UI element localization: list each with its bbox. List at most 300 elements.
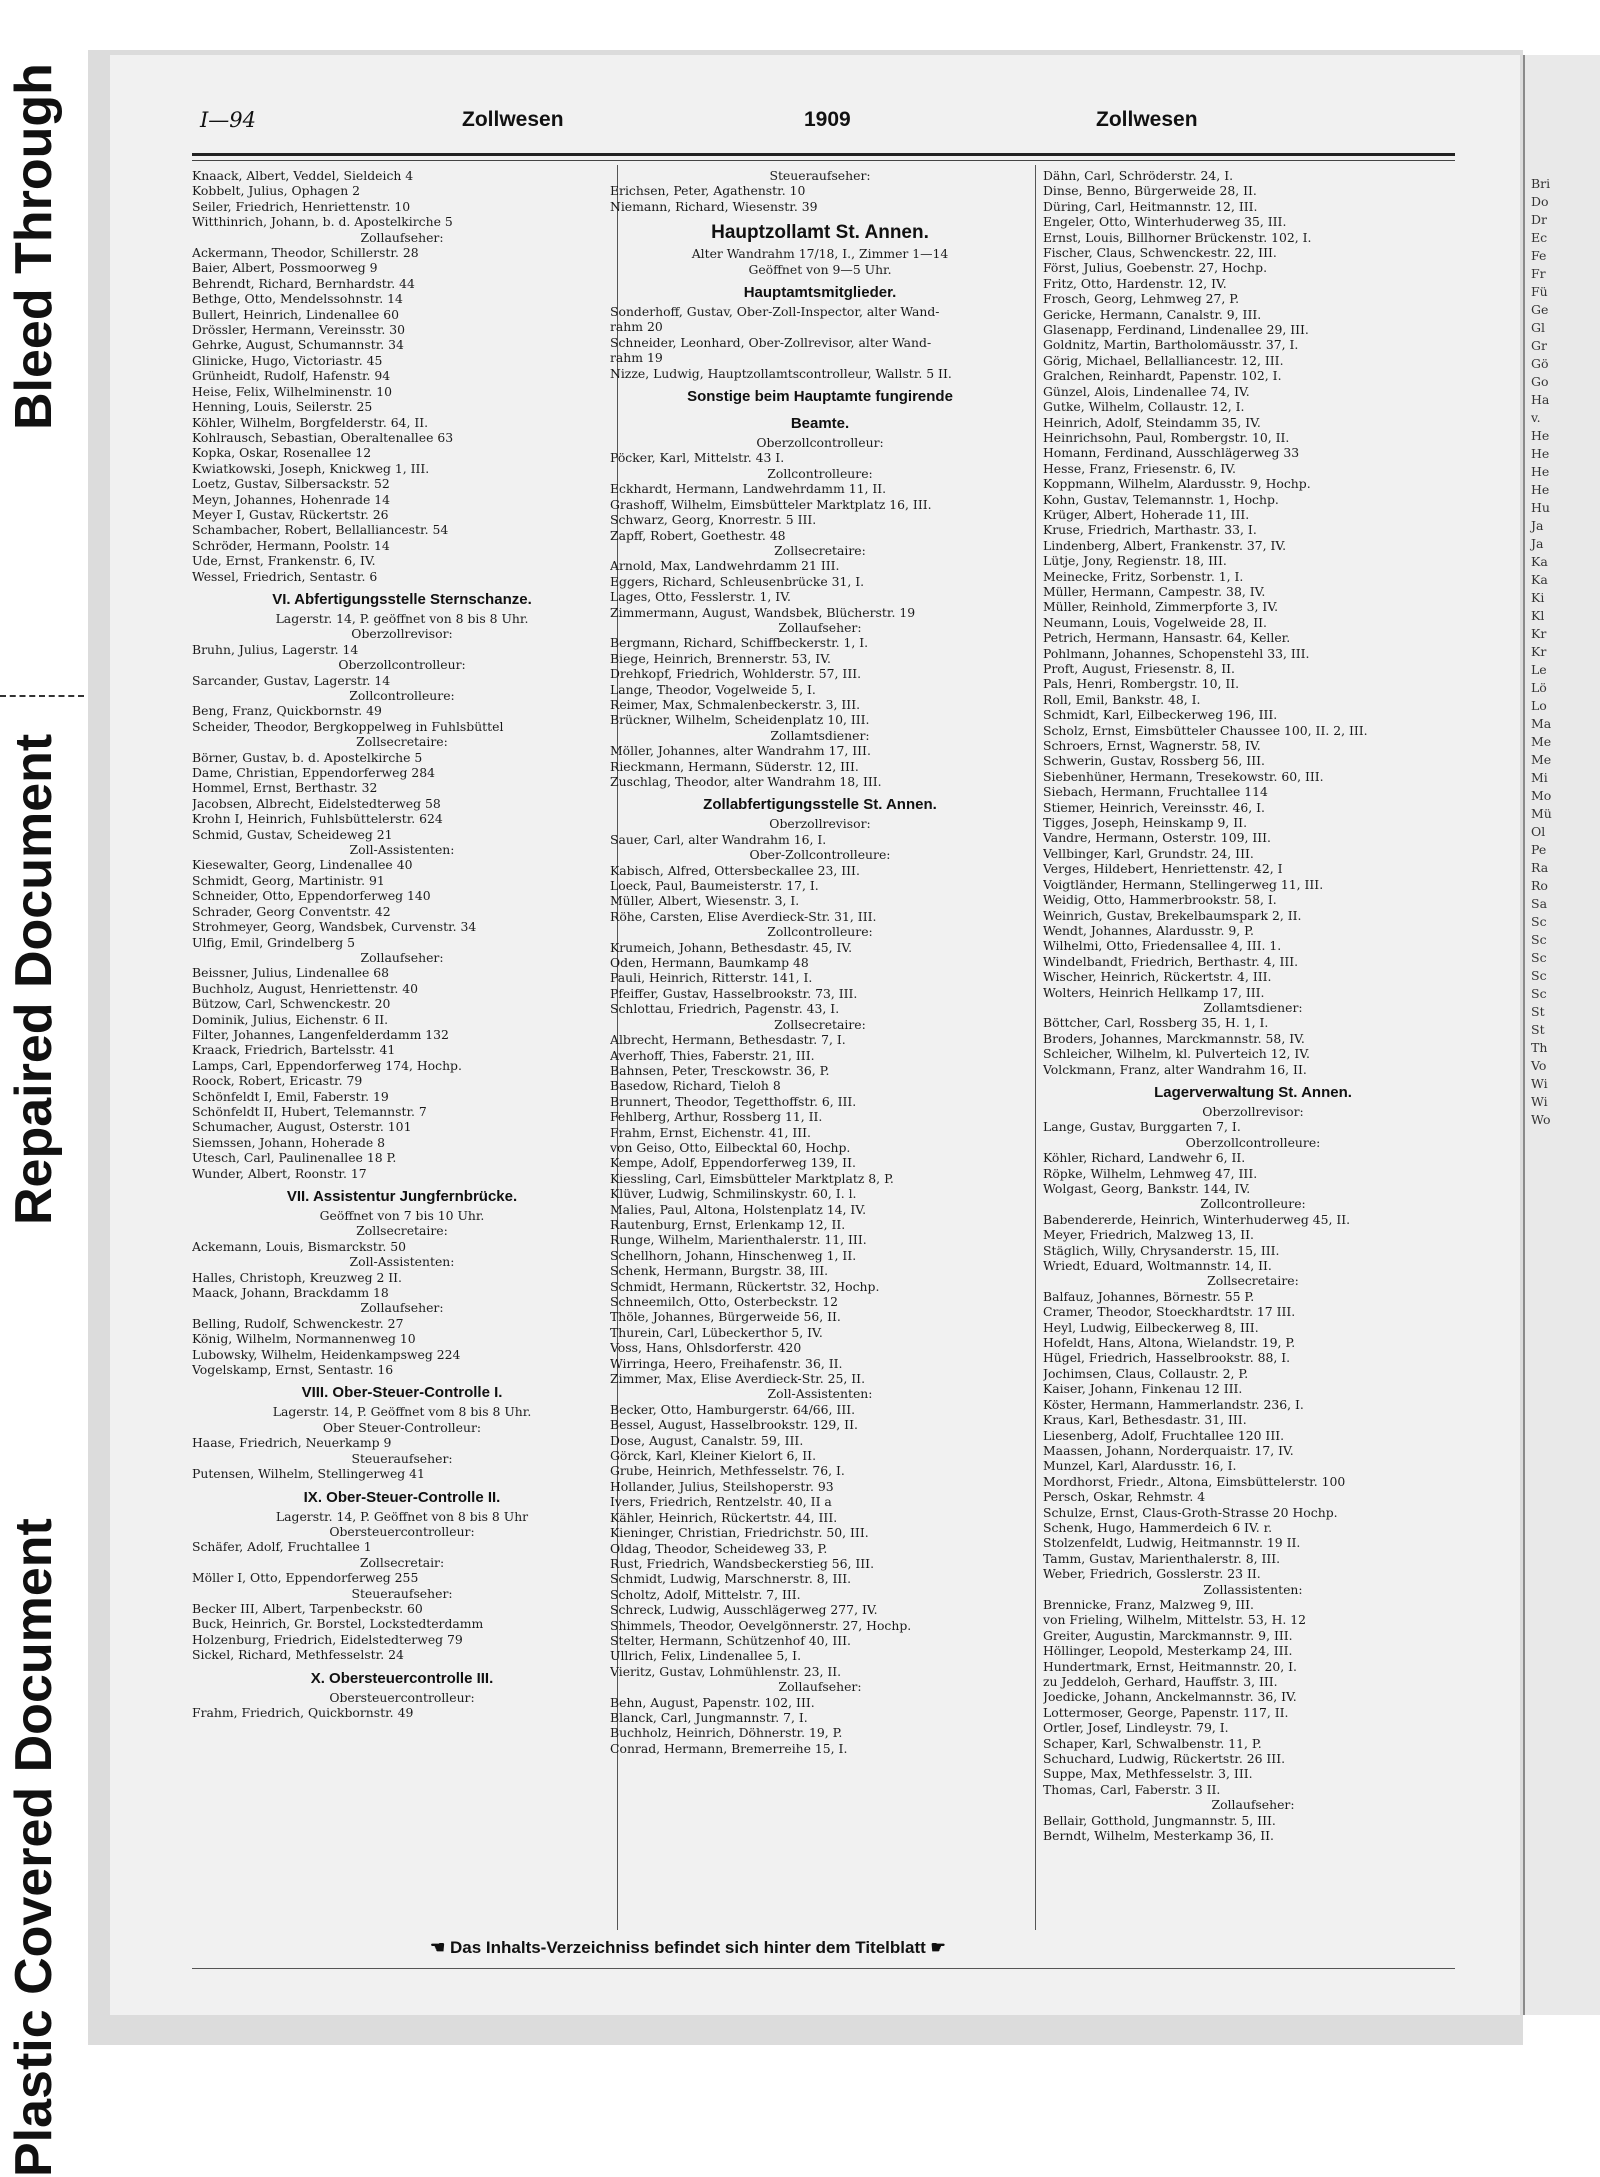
directory-entry: Roll, Emil, Bankstr. 48, I. (1043, 691, 1201, 707)
role-heading: Zollaufseher: (778, 619, 862, 635)
directory-entry: Haase, Friedrich, Neuerkamp 9 (192, 1435, 392, 1451)
directory-entry: Buchholz, Heinrich, Döhnerstr. 19, P. (610, 1725, 843, 1741)
role-heading: Steueraufseher: (351, 1585, 453, 1601)
directory-entry: Schäfer, Adolf, Fruchtallee 1 (192, 1539, 372, 1555)
directory-entry: Köhler, Wilhelm, Borgfelderstr. 64, II. (192, 414, 429, 430)
directory-entry: Sarcander, Gustav, Lagerstr. 14 (192, 672, 391, 688)
directory-entry: Hesse, Franz, Friesenstr. 6, IV. (1043, 460, 1236, 476)
directory-entry: Halles, Christoph, Kreuzweg 2 II. (192, 1269, 402, 1285)
directory-entry: Siemssen, Johann, Hoherade 8 (192, 1134, 386, 1150)
directory-entry: Drössler, Hermann, Vereinsstr. 30 (192, 322, 406, 338)
directory-entry: Petrich, Hermann, Hansastr. 64, Keller. (1043, 630, 1291, 646)
directory-entry: Behrendt, Richard, Bernhardstr. 44 (192, 275, 415, 291)
directory-entry: Schröder, Hermann, Poolstr. 14 (192, 537, 390, 553)
directory-entry: Bessel, August, Hasselbrookstr. 129, II. (610, 1417, 858, 1433)
office-info: Geöffnet von 7 bis 10 Uhr. (319, 1208, 485, 1223)
directory-entry: Strohmeyer, Georg, Wandsbek, Curvenstr. 34 (192, 919, 477, 935)
directory-entry: Schmidt, Hermann, Rückertstr. 32, Hochp. (610, 1278, 880, 1294)
directory-entry: Lubowsky, Wilhelm, Heidenkampsweg 224 (192, 1346, 461, 1362)
directory-entry: Putensen, Wilhelm, Stellingerweg 41 (192, 1466, 425, 1482)
directory-entry: Roock, Robert, Ericastr. 79 (192, 1073, 363, 1089)
directory-entry: Röhe, Carsten, Elise Averdieck-Str. 31, III. (610, 908, 877, 924)
directory-entry: Goldnitz, Martin, Bartholomäusstr. 37, I. (1043, 337, 1299, 353)
directory-entry: Holzenburg, Friedrich, Eidelstedterweg 79 (192, 1631, 463, 1647)
adjacent-page-fragment: Bri (1531, 176, 1551, 191)
adjacent-page-fragment: Lö (1531, 680, 1547, 695)
directory-entry: Windelbandt, Friedrich, Berthastr. 4, III. (1043, 953, 1299, 969)
side-label-bleed-through: Bleed Through (5, 63, 63, 430)
adjacent-page-fragment: Ka (1531, 554, 1548, 569)
directory-entry: Schönfeldt I, Emil, Faberstr. 19 (192, 1088, 389, 1104)
directory-entry: Scholz, Ernst, Eimsbütteler Chaussee 100, II. 2, III. (1043, 722, 1368, 738)
directory-entry: Müller, Hermann, Campestr. 38, IV. (1043, 583, 1266, 599)
directory-entry: Basedow, Richard, Tieloh 8 (610, 1078, 781, 1094)
side-label-plastic-covered: Plastic Covered Document (5, 1518, 63, 2177)
adjacent-page-fragment: Sc (1531, 950, 1547, 965)
adjacent-page-fragment: Mi (1531, 770, 1548, 785)
directory-entry: Först, Julius, Goebenstr. 27, Hochp. (1043, 260, 1268, 276)
directory-entry: Becker, Otto, Hamburgerstr. 64/66, III. (610, 1401, 856, 1417)
directory-entry: Jacobsen, Albrecht, Eidelstedterweg 58 (192, 795, 441, 811)
directory-entry: Oldag, Theodor, Scheideweg 33, P. (610, 1540, 828, 1556)
role-heading: Zollaufseher: (360, 949, 444, 965)
header-right-title: Zollwesen (1096, 108, 1198, 131)
directory-entry: rahm 20 (610, 319, 663, 335)
directory-entry: Schrader, Georg Conventstr. 42 (192, 903, 391, 919)
directory-entry: Ivers, Friedrich, Rentzelstr. 40, II a (610, 1494, 832, 1510)
directory-entry: Scholtz, Adolf, Mittelstr. 7, III. (610, 1586, 801, 1602)
directory-entry: Kieninger, Christian, Friedrichstr. 50, III. (610, 1525, 869, 1541)
directory-entry: Bellair, Gotthold, Jungmannstr. 5, III. (1043, 1812, 1276, 1828)
directory-entry: Rautenburg, Ernst, Erlenkamp 12, II. (610, 1216, 846, 1232)
directory-entry: Kiesewalter, Georg, Lindenallee 40 (192, 857, 413, 873)
adjacent-page-fragment: Le (1531, 662, 1547, 677)
directory-entry: Meinecke, Fritz, Sorbenstr. 1, I. (1043, 568, 1244, 584)
directory-entry: Ackermann, Theodor, Schillerstr. 28 (192, 245, 419, 261)
role-heading: Zoll-Assistenten: (767, 1386, 873, 1402)
adjacent-page-fragment: Sc (1531, 914, 1547, 929)
adjacent-page-fragment: Ha (1531, 392, 1550, 407)
directory-entry: Scheider, Theodor, Bergkoppelweg in Fuhlsbüttel (192, 718, 504, 734)
adjacent-page-fragment: Fe (1531, 248, 1547, 263)
adjacent-page-fragment: Ro (1531, 878, 1548, 893)
side-label-divider (0, 695, 84, 697)
directory-entry: Glinicke, Hugo, Victoriastr. 45 (192, 352, 383, 368)
directory-entry: Kiessling, Carl, Eimsbütteler Marktplatz 8, P. (610, 1170, 894, 1186)
directory-entry: Schreck, Ludwig, Ausschlägerweg 277, IV. (610, 1602, 878, 1618)
directory-entry: Schleicher, Wilhelm, kl. Pulverteich 12, IV. (1043, 1046, 1310, 1062)
directory-entry: Beissner, Julius, Lindenallee 68 (192, 965, 390, 981)
header-rule (192, 153, 1455, 156)
directory-entry: Dominik, Julius, Eichenstr. 6 II. (192, 1011, 389, 1027)
directory-entry: Ortler, Josef, Lindleystr. 79, I. (1043, 1720, 1229, 1736)
directory-entry: Kopka, Oskar, Rosenallee 12 (192, 445, 372, 461)
adjacent-page-fragment: St (1531, 1004, 1545, 1019)
directory-entry: Ernst, Louis, Billhorner Brückenstr. 102, I. (1043, 229, 1312, 245)
directory-entry: Voigtländer, Hermann, Stellingerweg 11, III. (1043, 876, 1324, 892)
directory-entry: Günzel, Alois, Lindenallee 74, IV. (1043, 383, 1250, 399)
directory-entry: zu Jeddeloh, Gerhard, Hauffstr. 3, III. (1043, 1674, 1278, 1689)
directory-entry: Bullert, Heinrich, Lindenallee 60 (192, 306, 399, 322)
adjacent-page-fragment: Kl (1531, 608, 1545, 623)
directory-entry: Erichsen, Peter, Agathenstr. 10 (610, 183, 806, 199)
role-heading: Zollamtsdiener: (770, 727, 870, 743)
directory-entry: Liesenberg, Adolf, Fruchtallee 120 III. (1043, 1427, 1285, 1443)
adjacent-page-fragment: Ec (1531, 230, 1548, 245)
directory-entry: Schambacher, Robert, Bellalliancestr. 54 (192, 522, 449, 538)
directory-entry: Hügel, Friedrich, Hasselbrookstr. 88, I. (1043, 1350, 1291, 1366)
adjacent-page-fragment: Mo (1531, 788, 1552, 803)
section-heading: VII. Assistentur Jungfernbrücke. (286, 1188, 518, 1205)
directory-entry: Möller I, Otto, Eppendorferweg 255 (192, 1570, 419, 1586)
directory-entry: Fritz, Otto, Hardenstr. 12, IV. (1043, 275, 1227, 291)
directory-entry: Albrecht, Hermann, Bethesdastr. 7, I. (610, 1032, 846, 1048)
directory-entry: Conrad, Hermann, Bremerreihe 15, I. (610, 1740, 848, 1756)
directory-entry: Hundertmark, Ernst, Heitmannstr. 20, I. (1043, 1658, 1297, 1674)
directory-entry: Meyer, Friedrich, Malzweg 13, II. (1043, 1227, 1254, 1243)
adjacent-page-fragment: He (1531, 446, 1550, 461)
directory-entry: Broders, Johannes, Marckmannstr. 58, IV. (1043, 1030, 1305, 1046)
adjacent-page-fragment: Wi (1531, 1076, 1548, 1091)
adjacent-page-fragment: He (1531, 428, 1550, 443)
directory-entry: Schneider, Otto, Eppendorferweg 140 (192, 888, 431, 904)
directory-entry: Thurein, Carl, Lübeckerthor 5, IV. (610, 1324, 823, 1340)
directory-entry: Brunnert, Theodor, Tegetthoffstr. 6, III. (610, 1093, 857, 1109)
directory-entry: Stelter, Hermann, Schützenhof 40, III. (610, 1632, 851, 1648)
directory-entry: Kwiatkowski, Joseph, Knickweg 1, III. (192, 460, 430, 476)
directory-entry: Dose, August, Canalstr. 59, III. (610, 1432, 804, 1448)
directory-entry: Kohn, Gustav, Telemannstr. 1, Hochp. (1043, 491, 1279, 507)
adjacent-page-fragment: Wi (1531, 1094, 1548, 1109)
directory-entry: Gehrke, August, Schumannstr. 34 (192, 337, 404, 353)
adjacent-page-fragment: Sc (1531, 932, 1547, 947)
directory-entry: Beng, Franz, Quickbornstr. 49 (192, 703, 382, 719)
directory-entry: Ullrich, Felix, Lindenallee 5, I. (610, 1648, 802, 1664)
directory-entry: Schmidt, Georg, Martinistr. 91 (192, 872, 385, 888)
directory-entry: Gralchen, Reinhardt, Papenstr. 102, I. (1043, 368, 1282, 384)
adjacent-page-edge (1523, 55, 1600, 2015)
directory-entry: Kempe, Adolf, Eppendorferweg 139, II. (610, 1155, 856, 1171)
role-heading: Oberzollcontrolleur: (756, 435, 884, 451)
header-rule-thin (192, 160, 1455, 161)
role-heading: Zollsecretair: (359, 1554, 445, 1570)
directory-entry: Rieckmann, Hermann, Süderstr. 12, III. (610, 758, 859, 774)
role-heading: Zollsecretaire: (356, 1223, 448, 1239)
column-2 (610, 168, 1030, 1928)
role-heading: Zollaufseher: (360, 1300, 444, 1316)
adjacent-page-fragment: Ja (1531, 536, 1544, 551)
directory-entry: Lange, Theodor, Vogelweide 5, I. (610, 681, 816, 697)
directory-entry: Frahm, Ernst, Eichenstr. 41, III. (610, 1124, 811, 1140)
directory-entry: Höllinger, Leopold, Mesterkamp 24, III. (1043, 1643, 1293, 1659)
directory-entry: Voss, Hans, Ohlsdorferstr. 420 (610, 1340, 802, 1356)
scan-side-label-strip (0, 0, 88, 2177)
directory-entry: von Geiso, Otto, Eilbecktal 60, Hochp. (610, 1139, 851, 1155)
directory-entry: Bruhn, Julius, Lagerstr. 14 (192, 641, 359, 657)
directory-entry: Krüger, Albert, Hoherade 11, III. (1043, 506, 1250, 522)
directory-entry: Malies, Paul, Altona, Holstenplatz 14, IV. (610, 1201, 867, 1217)
directory-entry: Drehkopf, Friedrich, Wohlderstr. 57, III. (610, 666, 862, 682)
adjacent-page-fragment: Gr (1531, 338, 1547, 353)
directory-entry: Ackemann, Louis, Bismarckstr. 50 (192, 1238, 407, 1254)
page-header (200, 108, 1455, 148)
directory-entry: Heise, Felix, Wilhelminenstr. 10 (192, 383, 392, 399)
role-heading: Oberzollcontrolleure: (1185, 1134, 1321, 1150)
directory-entry: Ulfig, Emil, Grindelberg 5 (192, 934, 356, 950)
directory-entry: Schmidt, Karl, Eilbeckerweg 196, III. (1043, 707, 1278, 723)
directory-entry: Tamm, Gustav, Marienthalerstr. 8, III. (1043, 1550, 1281, 1566)
role-heading: Zollcontrolleure: (767, 924, 873, 940)
adjacent-page-fragment: St (1531, 1022, 1545, 1037)
directory-entry: Möller, Johannes, alter Wandrahm 17, III. (610, 743, 871, 759)
footer-text: Das Inhalts-Verzeichniss befindet sich hinter dem Titelblatt (449, 1938, 926, 1957)
adjacent-page-fragment: Do (1531, 194, 1549, 209)
adjacent-page-fragment: Ol (1531, 824, 1546, 839)
office-info: Lagerstr. 14, P. Geöffnet vom 8 bis 8 Uhr. (272, 1404, 532, 1420)
directory-entry: Pöcker, Karl, Mittelstr. 43 I. (610, 450, 785, 466)
directory-entry: Stäglich, Willy, Chrysanderstr. 15, III. (1043, 1242, 1280, 1258)
adjacent-page-fragment: Ka (1531, 572, 1548, 587)
directory-entry: Fehlberg, Arthur, Rossberg 11, II. (610, 1109, 823, 1125)
office-title: Hauptzollamt St. Annen. (711, 222, 929, 244)
role-heading: Obersteuercontrolleur: (329, 1689, 475, 1705)
directory-entry: Wischer, Heinrich, Rückertstr. 4, III. (1043, 969, 1272, 985)
directory-entry: Babendererde, Heinrich, Winterhuderweg 45, II. (1043, 1211, 1351, 1227)
section-heading: Sonstige beim Hauptamte fungirende (687, 388, 953, 406)
directory-entry: Kaiser, Johann, Finkenau 12 III. (1043, 1381, 1243, 1397)
directory-entry: Koppmann, Wilhelm, Alardusstr. 9, Hochp. (1043, 476, 1311, 492)
directory-entry: Neumann, Louis, Vogelweide 28, II. (1043, 614, 1267, 630)
office-info: Geöffnet von 9—5 Uhr. (748, 261, 892, 277)
directory-entry: Berndt, Wilhelm, Mesterkamp 36, II. (1043, 1828, 1274, 1844)
directory-entry: Köhler, Richard, Landwehr 6, II. (1043, 1150, 1246, 1166)
directory-entry: Lamps, Carl, Eppendorferweg 174, Hochp. (192, 1057, 462, 1073)
section-heading: Hauptamtsmitglieder. (743, 284, 897, 302)
adjacent-page-fragment: Pe (1531, 842, 1547, 857)
directory-entry: Averhoff, Thies, Faberstr. 21, III. (610, 1047, 815, 1063)
role-heading: Zollcontrolleure: (1200, 1196, 1306, 1212)
adjacent-page-fragment: Sa (1531, 896, 1548, 911)
directory-entry: Düring, Carl, Heitmannstr. 12, III. (1043, 198, 1258, 214)
directory-entry: Kraus, Karl, Bethesdastr. 31, III. (1043, 1412, 1247, 1428)
role-heading: Zollsecretaire: (774, 1016, 866, 1032)
footer-rule (192, 1968, 1455, 1969)
directory-entry: Engeler, Otto, Winterhuderweg 35, III. (1043, 214, 1287, 230)
section-heading: VI. Abfertigungsstelle Sternschanze. (272, 590, 532, 608)
adjacent-page-fragment: He (1531, 482, 1550, 497)
directory-entry: Schneider, Leonhard, Ober-Zollrevisor, alter Wand- (610, 334, 932, 350)
directory-entry: Brückner, Wilhelm, Scheidenplatz 10, III. (610, 712, 870, 728)
directory-entry: Böttcher, Carl, Rossberg 35, H. 1, I. (1043, 1015, 1269, 1031)
adjacent-page-fragment: He (1531, 464, 1550, 479)
directory-entry: Dinse, Benno, Bürgerweide 28, II. (1043, 183, 1257, 199)
directory-entry: Stiemer, Heinrich, Vereinsstr. 46, I. (1043, 799, 1266, 815)
directory-entry: Suppe, Max, Methfesselstr. 3, III. (1043, 1766, 1253, 1782)
directory-entry: Sickel, Richard, Methfesselstr. 24 (192, 1647, 404, 1663)
directory-entry: Wolters, Heinrich Hellkamp 17, III. (1043, 984, 1265, 1000)
column-divider-2 (1035, 165, 1036, 1930)
adjacent-page-fragment: Go (1531, 374, 1549, 389)
office-info: Alter Wandrahm 17/18, I., Zimmer 1—14 (691, 246, 949, 262)
directory-entry: Siebenhüner, Hermann, Tresekowstr. 60, III. (1043, 768, 1324, 784)
directory-entry: Zapff, Robert, Goethestr. 48 (610, 527, 786, 543)
directory-entry: Jochimsen, Claus, Collaustr. 2, P. (1043, 1365, 1249, 1381)
directory-entry: Shimmels, Theodor, Oevelgönnerstr. 27, Hochp. (610, 1617, 912, 1633)
directory-entry: Eckhardt, Hermann, Landwehrdamm 11, II. (610, 481, 887, 497)
directory-entry: Kähler, Heinrich, Rückertstr. 44, III. (610, 1509, 838, 1525)
adjacent-page-fragment: Th (1531, 1040, 1548, 1055)
directory-entry: Buchholz, August, Henriettenstr. 40 (192, 980, 419, 996)
footer-note (430, 1938, 946, 1958)
directory-entry: Schellhorn, Johann, Hinschenweg 1, II. (610, 1247, 857, 1263)
directory-entry: Weidig, Otto, Hammerbrookstr. 58, I. (1043, 892, 1277, 908)
role-heading: Oberzollcontrolleur: (338, 657, 466, 673)
directory-entry: Lages, Otto, Fesslerstr. 1, IV. (610, 589, 791, 605)
adjacent-page-fragment: Dr (1531, 212, 1547, 227)
directory-entry: Ude, Ernst, Frankenstr. 6, IV. (192, 553, 376, 569)
adjacent-page-fragments (1525, 55, 1600, 1129)
directory-entry: Sonderhoff, Gustav, Ober-Zoll-Inspector, alter Wand- (610, 304, 940, 320)
directory-entry: Henning, Louis, Seilerstr. 25 (192, 399, 373, 415)
section-heading: Lagerverwaltung St. Annen. (1154, 1083, 1352, 1101)
directory-entry: Behn, August, Papenstr. 102, III. (610, 1694, 815, 1710)
adjacent-page-fragment: Sc (1531, 968, 1547, 983)
directory-entry: Stolzenfeldt, Ludwig, Heitmannstr. 19 II. (1043, 1535, 1301, 1551)
directory-entry: Wirringa, Heero, Freihafenstr. 36, II. (610, 1355, 843, 1371)
directory-entry: König, Wilhelm, Normannenweg 10 (192, 1331, 416, 1347)
adjacent-page-fragment: Hu (1531, 500, 1550, 515)
role-heading: Ober Steuer-Controlleur: (322, 1419, 482, 1435)
role-heading: Zollsecretaire: (774, 542, 866, 558)
header-left-title: Zollwesen (462, 108, 564, 131)
directory-entry: Reimer, Max, Schmalenbeckerstr. 3, III. (610, 696, 861, 712)
role-heading: Zollcontrolleure: (349, 688, 455, 703)
directory-entry: Schulze, Ernst, Claus-Groth-Strasse 20 Hochp. (1043, 1504, 1338, 1520)
directory-entry: Frahm, Friedrich, Quickbornstr. 49 (192, 1704, 414, 1720)
directory-entry: Filter, Johannes, Langenfelderdamm 132 (192, 1026, 449, 1042)
role-heading: Zoll-Assistenten: (349, 842, 455, 858)
directory-entry: Zuschlag, Theodor, alter Wandrahm 18, III. (610, 774, 882, 789)
adjacent-page-fragment: Gö (1531, 356, 1549, 371)
directory-entry: Pohlmann, Johannes, Schopenstehl 33, III. (1043, 645, 1310, 661)
directory-entry: Mordhorst, Friedr., Altona, Eimsbüttelerstr. 100 (1043, 1473, 1346, 1489)
directory-entry: Krumeich, Johann, Bethesdastr. 45, IV. (610, 939, 853, 955)
directory-entry: Lottermoser, George, Papenstr. 117, II. (1043, 1704, 1289, 1720)
directory-entry: Vogelskamp, Ernst, Sentastr. 16 (192, 1362, 394, 1378)
role-heading: Steueraufseher: (351, 1450, 453, 1466)
adjacent-page-fragment: Kr (1531, 644, 1547, 659)
adjacent-page-fragment: Mü (1531, 806, 1552, 821)
adjacent-page-fragment: Me (1531, 752, 1552, 767)
adjacent-page-fragment: Ki (1531, 590, 1545, 605)
adjacent-page-fragment: Gl (1531, 320, 1545, 335)
adjacent-page-fragment: Vo (1531, 1058, 1547, 1073)
role-heading: Zollaufseher: (778, 1679, 862, 1695)
directory-entry: Seiler, Friedrich, Henriettenstr. 10 (192, 198, 411, 214)
directory-entry: Wolgast, Georg, Bankstr. 144, IV. (1043, 1181, 1251, 1196)
header-year: 1909 (804, 108, 851, 131)
section-heading: Zollabfertigungsstelle St. Annen. (703, 796, 937, 814)
directory-entry: Wilhelmi, Otto, Friedensallee 4, III. 1. (1043, 938, 1282, 954)
adjacent-page-fragment: v. (1531, 410, 1541, 425)
directory-entry: Grashoff, Wilhelm, Eimsbütteler Marktplatz 16, III. (610, 496, 932, 512)
adjacent-page-fragment: Kr (1531, 626, 1547, 641)
role-heading: Zollcontrolleure: (767, 465, 873, 481)
pointing-hand-left-icon: ☚ (430, 1938, 446, 1957)
role-heading: Oberzollrevisor: (769, 816, 871, 832)
directory-entry: Weinrich, Gustav, Brekelbaumspark 2, II. (1043, 907, 1302, 923)
directory-entry: Bethge, Otto, Mendelssohnstr. 14 (192, 291, 403, 307)
directory-entry: Lange, Gustav, Burggarten 7, I. (1043, 1119, 1241, 1135)
role-heading: Zollamtsdiener: (1203, 999, 1303, 1015)
directory-entry: Gutke, Wilhelm, Collaustr. 12, I. (1043, 399, 1245, 415)
directory-entry: Hollander, Julius, Steilshoperstr. 93 (610, 1478, 834, 1494)
directory-entry: Schmid, Gustav, Scheideweg 21 (192, 826, 393, 842)
directory-entry: Röpke, Wilhelm, Lehmweg 47, III. (1043, 1165, 1258, 1181)
directory-entry: Pals, Henri, Rombergstr. 10, II. (1043, 676, 1240, 692)
role-heading: Zollassistenten: (1203, 1581, 1303, 1597)
directory-entry: Müller, Albert, Wiesenstr. 3, I. (610, 893, 800, 909)
directory-entry: Görck, Karl, Kleiner Kielort 6, II. (610, 1448, 817, 1464)
directory-entry: Schmidt, Ludwig, Marschnerstr. 8, III. (610, 1571, 852, 1587)
directory-entry: Maack, Johann, Brackdamm 18 (192, 1285, 389, 1301)
directory-entry: Brennicke, Franz, Malzweg 9, III. (1043, 1596, 1254, 1612)
directory-entry: Thöle, Johannes, Bürgerweide 56, II. (610, 1309, 841, 1325)
directory-entry: Nizze, Ludwig, Hauptzollamtscontrolleur, Wallstr. 5 II. (610, 365, 952, 381)
directory-entry: Buck, Heinrich, Gr. Borstel, Lockstedterdamm (192, 1616, 484, 1632)
adjacent-page-fragment: Ja (1531, 518, 1544, 533)
directory-entry: Schlottau, Friedrich, Pagenstr. 43, I. (610, 1001, 840, 1017)
directory-entry: Verges, Hildebert, Henriettenstr. 42, I (1043, 861, 1283, 877)
column-3 (1043, 168, 1463, 1928)
directory-entry: Oden, Hermann, Baumkamp 48 (610, 955, 809, 971)
adjacent-page-fragment: Wo (1531, 1112, 1551, 1127)
directory-entry: Meyn, Johannes, Hohenrade 14 (192, 491, 391, 507)
role-heading: Zollsecretaire: (356, 734, 448, 750)
directory-entry: Blanck, Carl, Jungmannstr. 7, I. (610, 1709, 808, 1725)
directory-entry: Zimmer, Max, Elise Averdieck-Str. 25, II. (610, 1371, 866, 1387)
directory-entry: Pauli, Heinrich, Ritterstr. 141, I. (610, 970, 813, 986)
adjacent-page-fragment: Sc (1531, 986, 1547, 1001)
directory-entry: Balfauz, Johannes, Börnestr. 55 P. (1043, 1288, 1255, 1304)
directory-entry: Kohlrausch, Sebastian, Oberaltenallee 63 (192, 429, 454, 445)
directory-entry: Loetz, Gustav, Silbersackstr. 52 (192, 476, 390, 492)
directory-entry: Arnold, Max, Landwehrdamm 21 III. (610, 558, 840, 574)
role-heading: Ober-Zollcontrolleure: (749, 847, 891, 863)
directory-entry: Schenk, Hermann, Burgstr. 38, III. (610, 1263, 829, 1279)
page-number: I—94 (200, 108, 257, 132)
adjacent-page-fragment: Fr (1531, 266, 1546, 281)
directory-entry: Schönfeldt II, Hubert, Telemannstr. 7 (192, 1103, 427, 1119)
directory-entry: Börner, Gustav, b. d. Apostelkirche 5 (192, 749, 423, 765)
directory-entry: Müller, Reinhold, Zimmerpforte 3, IV. (1043, 599, 1279, 615)
directory-entry: Volckmann, Franz, alter Wandrahm 16, II. (1043, 1061, 1307, 1077)
directory-entry: Zimmermann, August, Wandsbek, Blücherstr. 19 (610, 604, 916, 620)
directory-entry: von Frieling, Wilhelm, Mittelstr. 53, H. 12 (1043, 1612, 1307, 1628)
directory-entry: Heinrichsohn, Paul, Rombergstr. 10, II. (1043, 429, 1290, 445)
directory-entry: Dähn, Carl, Schröderstr. 24, I. (1043, 168, 1234, 183)
directory-entry: Meyer I, Gustav, Rückertstr. 26 (192, 506, 389, 522)
adjacent-page-fragment: Ge (1531, 302, 1549, 317)
directory-entry: Cramer, Theodor, Stoeckhardtstr. 17 III. (1043, 1304, 1296, 1320)
directory-entry: Görig, Michael, Bellalliancestr. 12, III. (1043, 352, 1284, 368)
directory-entry: Bergmann, Richard, Schiffbeckerstr. 1, I. (610, 635, 869, 651)
directory-entry: Niemann, Richard, Wiesenstr. 39 (610, 198, 818, 214)
directory-entry: Kruse, Friedrich, Marthastr. 33, I. (1043, 522, 1257, 538)
directory-entry: Runge, Wilhelm, Marienthalerstr. 11, III. (610, 1232, 867, 1248)
directory-entry: Schwerin, Gustav, Rossberg 56, III. (1043, 753, 1265, 769)
directory-entry: Glasenapp, Ferdinand, Lindenallee 29, III. (1043, 322, 1309, 338)
